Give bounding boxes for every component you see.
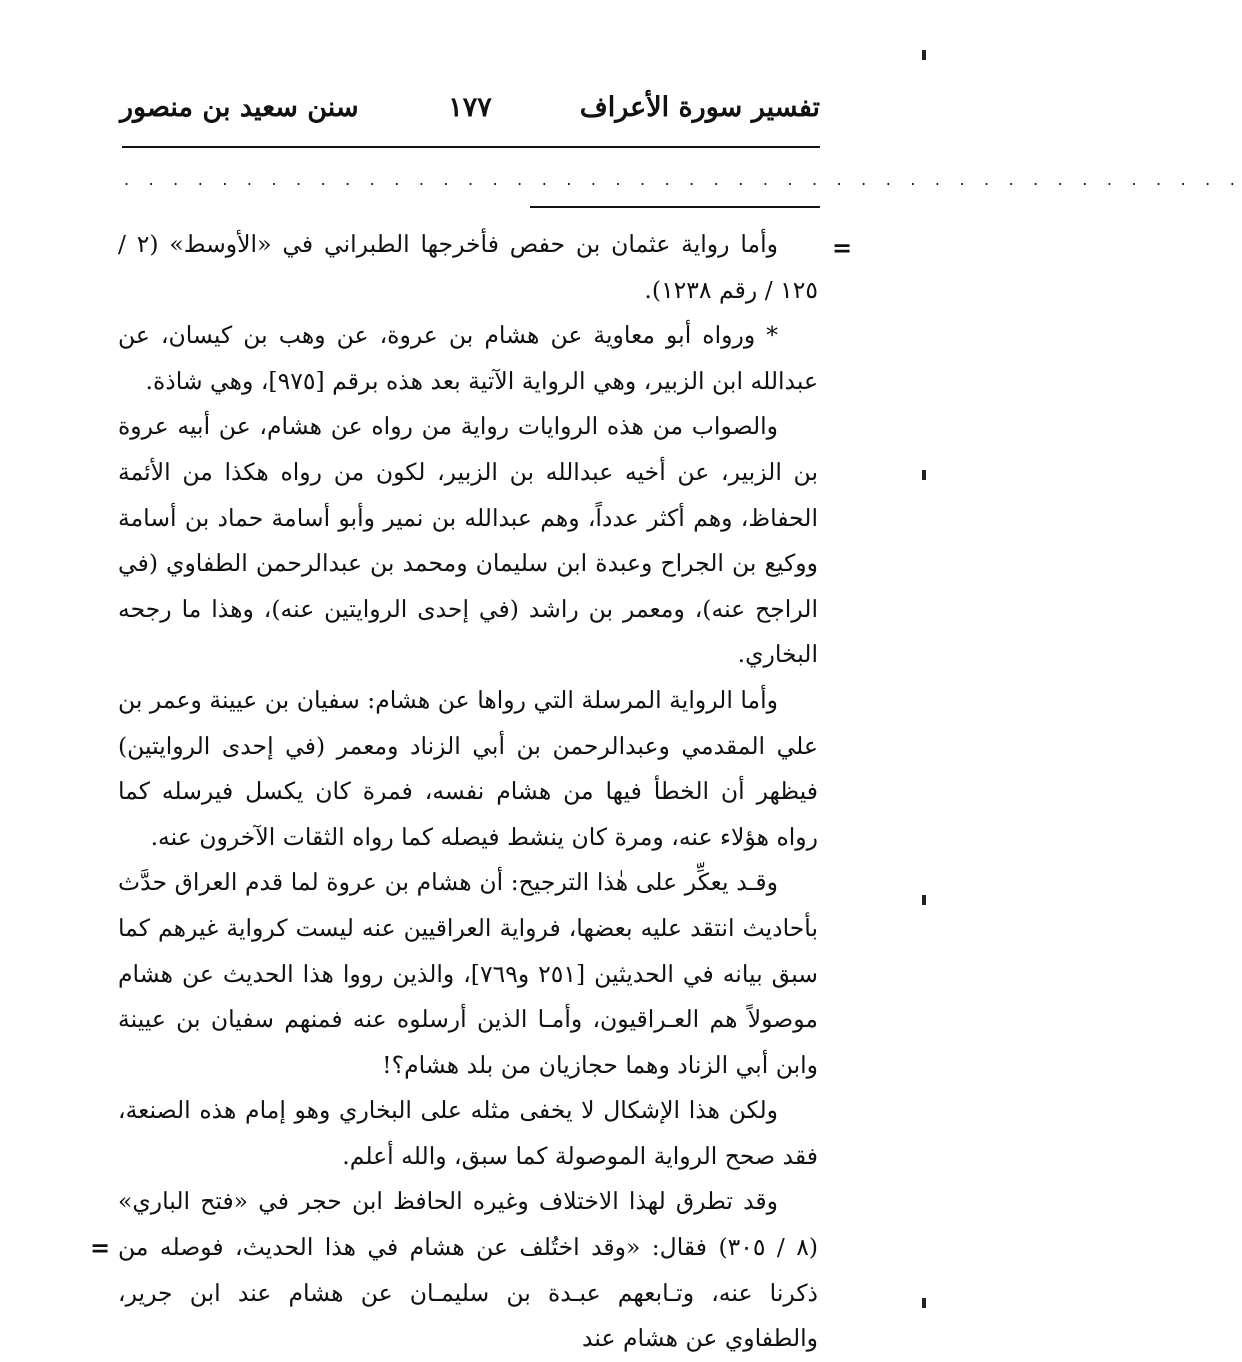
scan-edge-mark <box>922 1298 926 1308</box>
scan-edge-mark <box>922 895 926 905</box>
header-rule <box>122 146 820 148</box>
paragraph-7: وقد تطرق لهذا الاختلاف وغيره الحافظ ابن حجر في «فتح الباري» (٨ / ٣٠٥) فقال: «وقد اختُلف عن هشام في هذا الحديث، فوصله من ذكرنا عنه، وتـابعهم عبـدة بن سليمـان عن هشام عند ابن جرير، والطفاوي عن هشام عند <box>118 1187 818 1353</box>
scan-edge-mark <box>922 470 926 480</box>
paragraph-6: ولكن هذا الإشكال لا يخفى مثله على البخاري وهو إمام هذه الصنعة، فقد صحح الرواية الموصولة كما سبق، والله أعلم. <box>118 1096 818 1170</box>
continuation-mark-top: = <box>832 234 853 262</box>
footnote-rule <box>530 206 820 208</box>
continuation-mark-bottom: = <box>90 1234 111 1262</box>
paragraph-1: وأما رواية عثمان بن حفص فأخرجها الطبراني في «الأوسط» (٢ / ١٢٥ / رقم ١٢٣٨). <box>118 230 818 304</box>
paragraph-3: والصواب من هذه الروايات رواية من رواه عن هشام، عن أبيه عروة بن الزبير، عن أخيه عبدالله بن الزبير، لكون من رواه هكذا من الأئمة الحفاظ، وهم أكثر عدداً، وهم عبدالله بن نمير وأبو أسامة حماد بن أسامة ووكيع بن الجراح وعبدة ابن سليمان ومحمد بن عبدالرحمن الطفاوي (في الراجح عنه)، ومعمر بن راشد (في إحدى الروايتين عنه)، وهذا ما رجحه البخاري. <box>118 412 818 669</box>
chapter-title: تفسير سورة الأعراف <box>579 92 820 123</box>
paragraph-4: وأما الرواية المرسلة التي رواها عن هشام: سفيان بن عيينة وعمر بن علي المقدمي وعبدالرحمن بن أبي الزناد ومعمر (في إحدى الروايتين) فيظهر أن الخطأ فيها من هشام نفسه، فمرة كان يكسل فيرسله كما رواه هؤلاء عنه، ومرة كان ينشط فيصله كما رواه الثقات الآخرون عنه. <box>118 685 818 851</box>
page-number: ١٧٧ <box>448 92 492 123</box>
scan-edge-mark <box>922 50 926 60</box>
book-title: سنن سعيد بن منصور <box>120 92 359 123</box>
footnote-text <box>118 222 818 1362</box>
paragraph-5: وقـد يعكِّر على هٰذا الترجيح: أن هشام بن عروة لما قدم العراق حدَّث بأحاديث انتقد عليه بعضها، فرواية العراقيين عنه ليست كرواية غيرهم كما سبق بيانه في الحديثين [٢٥١ و٧٦٩]، والذين رووا هذا الحديث عن هشام موصولاً هم العـراقيون، وأمـا الذين أرسلوه عنه فمنهم سفيان بن عيينة وابن أبي الزناد وهما حجازيان من بلد هشام؟! <box>118 868 818 1079</box>
page-header <box>120 92 820 142</box>
dotted-separator: . . . . . . . . . . . . . . . . . . . . . . . . . . . . . . . . . . . . . . . . . . . . . . <box>124 170 1242 189</box>
paragraph-2: * ورواه أبو معاوية عن هشام بن عروة، عن وهب بن كيسان، عن عبدالله ابن الزبير، وهي الرواية الآتية بعد هذه برقم [٩٧٥]، وهي شاذة. <box>118 321 818 395</box>
